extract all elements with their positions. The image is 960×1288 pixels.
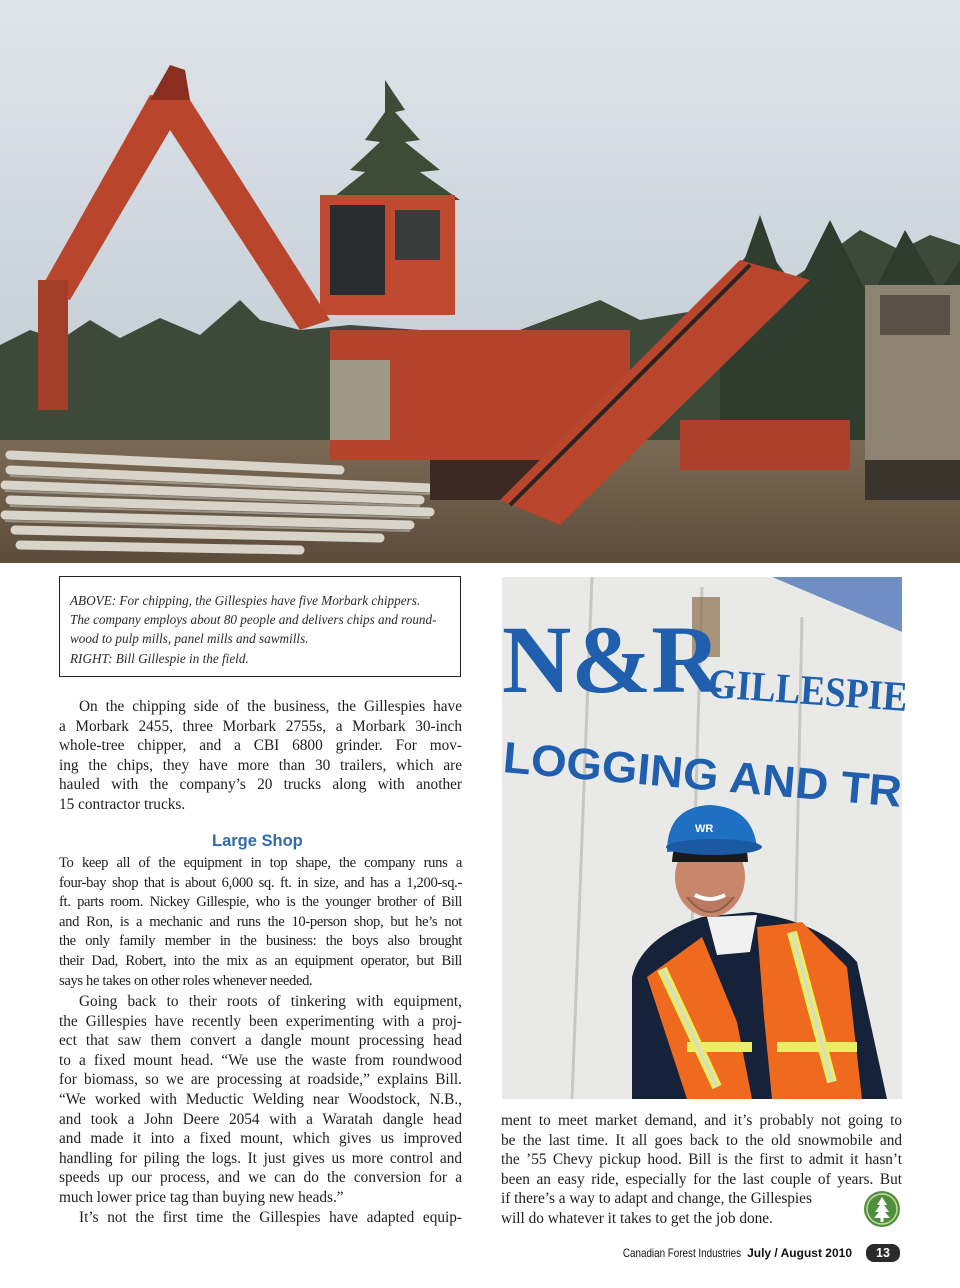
text-line: It’s not the first time the Gillespies have adapted equip- — [79, 1208, 462, 1226]
paragraph-shop — [59, 854, 462, 991]
text-line: and made it into a fixed mount, which gives us improved — [59, 1130, 462, 1148]
paragraph-chipping — [59, 697, 462, 815]
text-line: hauled with the company’s 20 trucks along with another — [59, 776, 462, 794]
text-line: be the last time. It all goes back to the old snowmobile and — [501, 1131, 902, 1149]
tree-icon — [863, 1190, 901, 1228]
text-line: will do whatever it takes to get the job done. — [501, 1209, 773, 1227]
text-line: ment to meet market demand, and it’s probably not going to — [501, 1112, 902, 1129]
paragraph-continuation — [501, 1111, 902, 1229]
text-line: whole-tree chipper, and a CBI 6800 grinder. For mov- — [59, 737, 462, 755]
issue-date: July / August 2010 — [747, 1246, 852, 1260]
chipper-photo — [0, 0, 960, 563]
text-line: been an easy ride, especially for the last couple of years. But — [501, 1170, 902, 1188]
bill-gillespie-photo — [501, 577, 936, 1099]
text-line: ect that saw them convert a dangle mount processing head — [59, 1032, 462, 1050]
text-line: speeds up our process, and we can do the conversion for a — [59, 1169, 462, 1187]
text-line: To keep all of the equipment in top shape, the company runs a — [59, 855, 462, 871]
text-line: the ’55 Chevy pickup hood. Bill is the first to admit it hasn’t — [501, 1151, 902, 1169]
paragraph-tinkering — [59, 992, 462, 1227]
text-line: their Dad, Robert, into the mix as an equipment operator, but Bill — [59, 952, 462, 969]
text-line: 15 contractor trucks. — [59, 795, 186, 813]
publication-name: Canadian Forest Industries — [622, 1246, 742, 1260]
text-line: and took a John Deere 2054 with a Waratah dangle head — [59, 1110, 462, 1128]
page-number: 13 — [866, 1244, 900, 1262]
section-heading: Large Shop — [212, 832, 303, 850]
text-line: a Morbark 2455, three Morbark 2755s, a Morbark 30-inch — [59, 717, 462, 735]
text-line: to a fixed mount head. “We use the waste from roundwood — [59, 1051, 462, 1069]
sign-logging: LOGGING AND TR — [501, 733, 889, 816]
photo-caption — [59, 576, 461, 677]
page-footer — [560, 1243, 900, 1263]
text-line: for biomass, so we are processing at roadside,” explains Bill. — [59, 1071, 462, 1089]
caption-line: The company employs about 80 people and delivers chips and round- — [70, 612, 437, 628]
sign-gillespie: GILLESPIE — [706, 661, 936, 723]
text-line: much lower price tag than buying new heads.” — [59, 1188, 344, 1206]
text-line: ing the chips, they have more than 30 trailers, which are — [59, 756, 462, 774]
text-line: Going back to their roots of tinkering with equipment, — [79, 993, 462, 1010]
text-line: the only family member in the business: the boys also brought — [59, 933, 462, 950]
text-line: and Ron, is a mechanic and runs the 10-person shop, but he’s not — [59, 913, 462, 930]
caption-line: RIGHT: Bill Gillespie in the field. — [70, 650, 249, 666]
text-line: “We worked with Meductic Welding near Woodstock, N.B., — [59, 1090, 462, 1108]
text-line: says he takes on other roles whenever needed. — [59, 972, 313, 989]
text-line: ft. parts room. Nickey Gillespie, who is the younger brother of Bill — [59, 894, 462, 911]
caption-line: wood to pulp mills, panel mills and sawmills. — [70, 631, 309, 647]
text-line: if there’s a way to adapt and change, the Gillespies — [501, 1190, 812, 1208]
text-line: On the chipping side of the business, the Gillespies have — [79, 698, 462, 715]
text-line: the Gillespies have recently been experimenting with a proj- — [59, 1012, 462, 1030]
caption-line: ABOVE: For chipping, the Gillespies have five Morbark chippers. — [70, 593, 421, 608]
hat-logo: WR — [695, 823, 714, 835]
text-line: handling for piling the logs. It just gives us more control and — [59, 1149, 462, 1167]
text-line: four-bay shop that is about 6,000 sq. ft. in size, and has a 1,200-sq.- — [59, 874, 462, 891]
sign-nr: N&R — [502, 606, 721, 713]
